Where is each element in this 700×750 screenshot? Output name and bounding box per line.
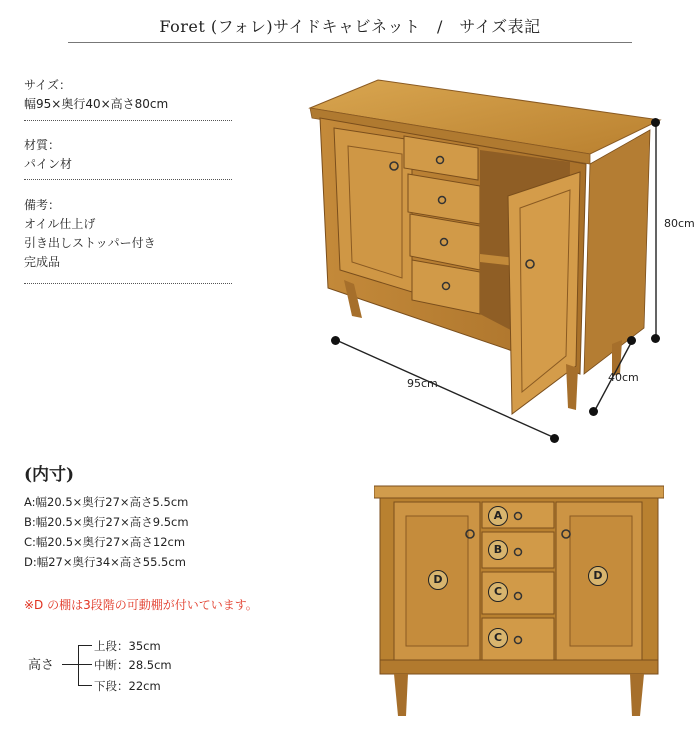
door-d-badge-left: D <box>428 570 448 590</box>
height-label: 高さ <box>28 658 55 673</box>
size-label: サイズ： <box>24 78 72 92</box>
dimension-dot <box>651 334 660 343</box>
note-item: 完成品 <box>24 255 61 269</box>
depth-dimension-label: 40cm <box>608 371 639 384</box>
bracket-line <box>78 664 92 665</box>
height-upper: 上段：35cm <box>94 639 161 653</box>
inner-item-a: A:幅20.5×奥行27×高さ5.5cm <box>24 495 189 509</box>
height-dimension-label: 80cm <box>664 217 695 230</box>
size-value: 幅95×奥行40×高さ80cm <box>24 97 169 111</box>
bracket-line <box>62 664 78 665</box>
cabinet-front-image <box>374 484 664 722</box>
note-item: 引き出しストッパー付き <box>24 236 156 250</box>
material-label: 材質： <box>24 138 61 152</box>
height-lower: 下段：22cm <box>94 679 161 693</box>
drawer-c-badge: C <box>488 582 508 602</box>
bracket-line <box>78 645 79 685</box>
door-d-badge-right: D <box>588 566 608 586</box>
notes-label: 備考： <box>24 198 61 212</box>
drawer-b-badge: B <box>488 540 508 560</box>
inner-item-d: D:幅27×奥行34×高さ55.5cm <box>24 555 186 569</box>
inner-dimension-list <box>24 492 189 572</box>
bracket-line <box>78 685 92 686</box>
inner-item-c: C:幅20.5×奥行27×高さ12cm <box>24 535 186 549</box>
height-middle: 中断：28.5cm <box>94 658 172 672</box>
bracket-line <box>78 645 92 646</box>
dimension-dot <box>550 434 559 443</box>
page-title: Foret (フォレ)サイドキャビネット / サイズ表記 <box>159 17 541 36</box>
width-dimension-label: 95cm <box>407 377 438 390</box>
material-value: パイン材 <box>24 157 73 171</box>
dimension-dot <box>651 118 660 127</box>
product-front-photo <box>374 484 664 722</box>
dimension-dot <box>627 336 636 345</box>
inner-heading: (内寸) <box>24 465 75 485</box>
drawer-a-badge: A <box>488 506 508 526</box>
dimension-dot <box>589 407 598 416</box>
note-item: オイル仕上げ <box>24 217 96 231</box>
shelf-note: ※D の棚は3段階の可動棚が付いています。 <box>24 598 258 612</box>
dimension-dot <box>331 336 340 345</box>
drawer-c-badge: C <box>488 628 508 648</box>
inner-item-b: B:幅20.5×奥行27×高さ9.5cm <box>24 515 189 529</box>
